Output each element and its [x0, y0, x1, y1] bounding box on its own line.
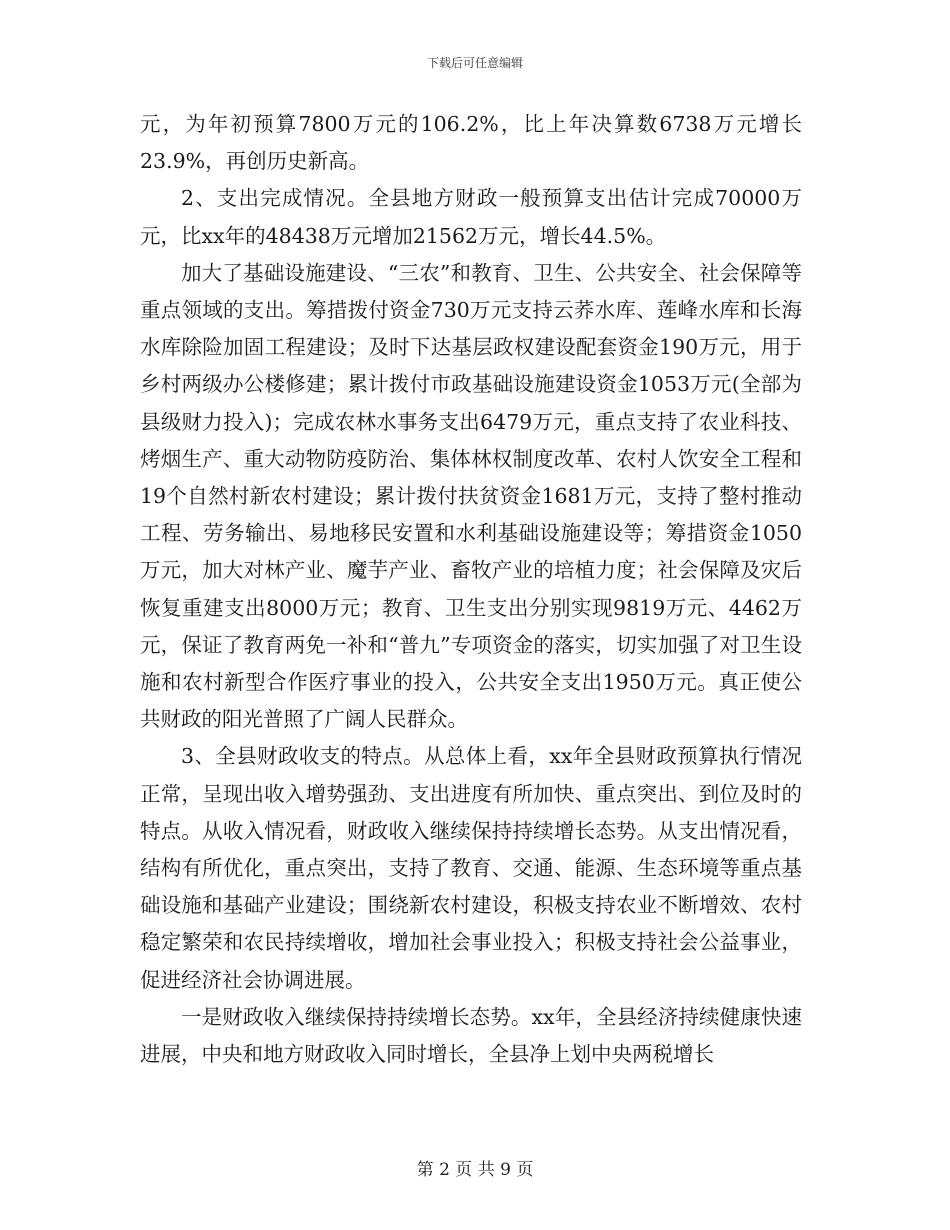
paragraph-revenue-growth: 一是财政收入继续保持持续增长态势。xx年，全县经济持续健康快速进展，中央和地方财政收入同时增长，全县净上划中央两税增长 — [140, 1004, 802, 1067]
paragraph-fiscal-characteristics: 3、全县财政收支的特点。从总体上看，xx年全县财政预算执行情况正常，呈现出收入增势强劲、支出进度有所加快、重点突出、到位及时的特点。从收入情况看，财政收入继续保持持续增长态势。从支出情况看，结构有所优化，重点突出，支持了教育、交通、能源、生态环境等重点基础设施和基础产业建设；围绕新农村建设，积极支持农业不断增效、农村稳定繁荣和农民持续增收，增加社会事业投入；积极支持社会公益事业，促进经济社会协调进展。 — [140, 744, 802, 992]
paragraph-key-spending: 加大了基础设施建设、“三农”和教育、卫生、公共安全、社会保障等重点领域的支出。筹措拨付资金730万元支持云荞水库、莲峰水库和长海水库除险加固工程建设；及时下达基层政权建设配套资金190万元，用于乡村两级办公楼修建；累计拨付市政基础设施建设资金1053万元(全部为县级财力投入)；完成农林水事务支出6479万元，重点支持了农业科技、烤烟生产、重大动物防疫防治、集体林权制度改革、农村人饮安全工程和19个自然村新农村建设；累计拨付扶贫资金1681万元，支持了整村推动工程、劳务输出、易地移民安置和水利基础设施建设等；筹措资金1050万元，加大对林产业、魔芋产业、畜牧产业的培植力度；社会保障及灾后恢复重建支出8000万元；教育、卫生支出分别实现9819万元、4462万元，保证了教育两免一补和“普九”专项资金的落实，切实加强了对卫生设施和农村新型合作医疗事业的投入，公共安全支出1950万元。真正使公共财政的阳光普照了广阔人民群众。 — [140, 260, 802, 732]
paragraph-revenue-continued: 元，为年初预算7800万元的106.2%，比上年决算数6738万元增长23.9%，再创历史新高。 — [140, 112, 802, 174]
document-body — [140, 106, 802, 1073]
page-header: 下载后可任意编辑 — [426, 56, 523, 70]
paragraph-expenditure-completion: 2、支出完成情况。全县地方财政一般预算支出估计完成70000万元，比xx年的48438万元增加21562万元，增长44.5%。 — [140, 186, 802, 248]
page-number: 第 2 页 共 9 页 — [416, 1160, 534, 1180]
